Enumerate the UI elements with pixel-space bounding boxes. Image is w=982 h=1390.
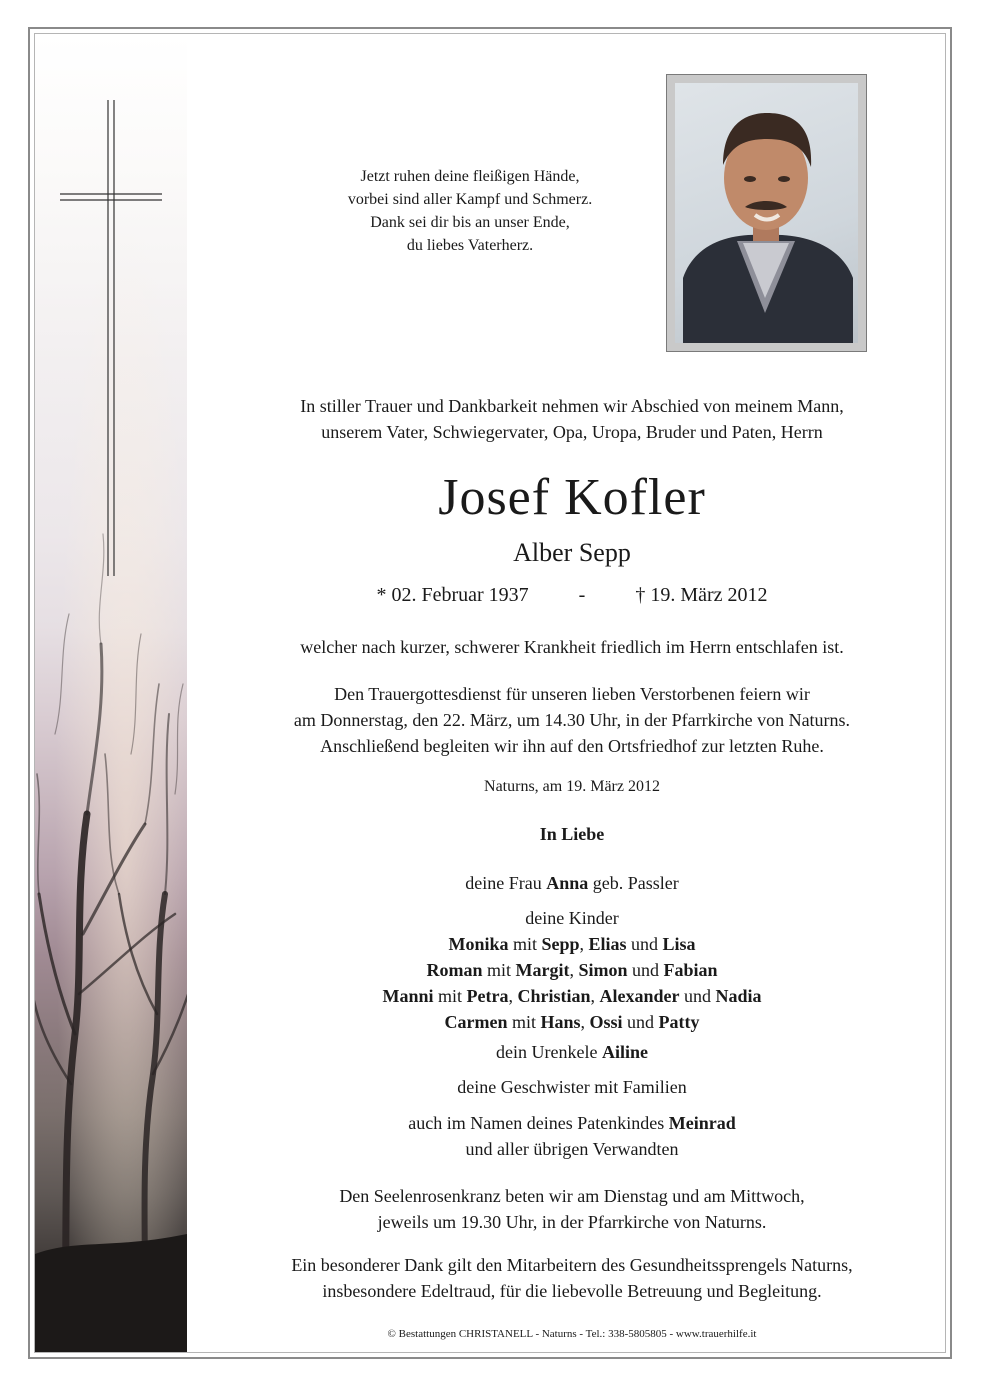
thanks-text: [210, 1252, 934, 1304]
passing-text: welcher nach kurzer, schwerer Krankheit friedlich im Herrn entschlafen ist.: [300, 637, 844, 657]
intro-line: unserem Vater, Schwiegervater, Opa, Uropa, Bruder und Paten, Herrn: [321, 422, 823, 442]
godchild-section: [210, 1110, 934, 1162]
service-info: [210, 681, 934, 759]
service-line: am Donnerstag, den 22. März, um 14.30 Uhr, in der Pfarrkirche von Naturns.: [293, 710, 851, 730]
child-family-line: Manni mit Petra, Christian, Alexander und Nadia: [382, 986, 762, 1006]
rosary-line: jeweils um 19.30 Uhr, in der Pfarrkirche von Naturns.: [377, 1212, 767, 1232]
cross-icon: [60, 100, 162, 576]
in-love-heading: In Liebe: [539, 824, 605, 844]
children-label: deine Kinder: [525, 908, 619, 928]
rosary-info: [210, 1183, 934, 1235]
godchild-line: auch im Namen deines Patenkindes Meinrad: [408, 1113, 736, 1133]
wife-line: deine Frau Anna geb. Passler: [465, 873, 679, 893]
service-line: Anschließend begleiten wir ihn auf den Ortsfriedhof zur letzten Ruhe.: [320, 736, 824, 756]
dates-separator: -: [578, 584, 586, 606]
child-family-line: Roman mit Margit, Simon und Fabian: [426, 960, 718, 980]
poem-line: vorbei sind aller Kampf und Schmerz.: [347, 191, 593, 208]
deceased-nickname: Alber Sepp: [513, 538, 631, 567]
intro-text: [210, 393, 934, 445]
footer-credit: © Bestattungen CHRISTANELL - Naturns - Tel.: 338-5805805 - www.trauerhilfe.it: [387, 1328, 757, 1340]
poem-line: Jetzt ruhen deine fleißigen Hände,: [360, 168, 580, 185]
poem-line: Dank sei dir bis an unser Ende,: [370, 214, 570, 231]
thanks-line: insbesondere Edeltraud, für die liebevolle Betreuung und Begleitung.: [322, 1281, 822, 1301]
service-line: Den Trauergottesdienst für unseren lieben Verstorbenen feiern wir: [334, 684, 810, 704]
portrait-photo: [666, 74, 867, 352]
poem: [300, 165, 640, 257]
relatives-line: und aller übrigen Verwandten: [465, 1139, 679, 1159]
children-section: [210, 905, 934, 1035]
place-date: Naturns, am 19. März 2012: [484, 778, 660, 795]
intro-line: In stiller Trauer und Dankbarkeit nehmen wir Abschied von meinem Mann,: [300, 396, 844, 416]
portrait-person-icon: [675, 83, 858, 343]
great-grandchild-line: dein Urenkele Ailine: [496, 1042, 648, 1062]
death-date: † 19. März 2012: [635, 584, 768, 606]
birth-date: * 02. Februar 1937: [376, 584, 529, 606]
child-family-line: Carmen mit Hans, Ossi und Patty: [444, 1012, 700, 1032]
siblings-line: deine Geschwister mit Familien: [457, 1077, 687, 1097]
rosary-line: Den Seelenrosenkranz beten wir am Dienstag und am Mittwoch,: [339, 1186, 805, 1206]
poem-line: du liebes Vaterherz.: [406, 237, 534, 254]
deceased-name: Josef Kofler: [438, 469, 706, 526]
thanks-line: Ein besonderer Dank gilt den Mitarbeitern des Gesundheitssprengels Naturns,: [291, 1255, 853, 1275]
life-dates: [210, 581, 934, 609]
child-family-line: Monika mit Sepp, Elias und Lisa: [448, 934, 696, 954]
